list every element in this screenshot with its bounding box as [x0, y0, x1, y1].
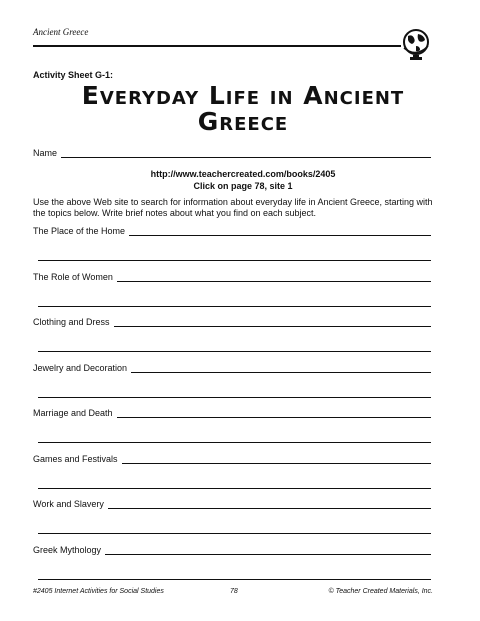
- topic-answer-line-2[interactable]: [38, 306, 431, 307]
- topic-answer-line[interactable]: [114, 317, 431, 327]
- header-rule: [33, 45, 401, 47]
- footer-page-number: 78: [230, 588, 238, 595]
- footer-book-title: #2405 Internet Activities for Social Studies: [33, 588, 164, 595]
- topic-row: [33, 454, 431, 464]
- topic-label: Greek Mythology: [33, 544, 102, 555]
- topic-label: Marriage and Death: [33, 408, 113, 418]
- footer-copyright: © Teacher Created Materials, Inc.: [328, 588, 433, 595]
- topic-label: The Place of the Home: [33, 226, 126, 236]
- name-label: Name: [33, 148, 58, 158]
- topic-answer-line-2[interactable]: [38, 488, 431, 489]
- topic-row: [33, 363, 431, 373]
- topic-answer-line[interactable]: [129, 226, 431, 236]
- click-instruction: Click on page 78, site 1: [193, 181, 293, 191]
- site-url[interactable]: http://www.teachercreated.com/books/2405: [150, 169, 336, 179]
- activity-sheet-label: Activity Sheet G-1:: [33, 70, 114, 80]
- topic-answer-line-2[interactable]: [38, 260, 431, 261]
- topic-row: [33, 499, 431, 509]
- topic-row: [33, 545, 431, 555]
- topic-label: The Role of Women: [33, 271, 113, 282]
- globe-icon: [398, 26, 434, 62]
- page-title: [33, 83, 453, 135]
- topic-row: [33, 317, 431, 327]
- name-field[interactable]: [61, 148, 431, 158]
- page-title-line1: Everyday Life in Ancient: [81, 81, 405, 110]
- topic-row: [33, 272, 431, 282]
- topic-answer-line[interactable]: [108, 499, 431, 509]
- topic-answer-line[interactable]: [117, 272, 431, 282]
- topic-answer-line[interactable]: [131, 363, 431, 373]
- header-title: Ancient Greece: [33, 27, 89, 37]
- instructions-text: Use the above Web site to search for information about everyday life in Ancient Greece, starting with the topics below. Write brief notes about what you find on each subject.: [33, 197, 433, 218]
- topic-label: Jewelry and Decoration: [33, 362, 128, 373]
- topic-answer-line[interactable]: [122, 454, 431, 464]
- topic-row: [33, 408, 431, 418]
- page-title-line2: Greece: [197, 107, 289, 136]
- topic-answer-line-2[interactable]: [38, 533, 431, 534]
- topic-answer-line-2[interactable]: [38, 579, 431, 580]
- name-field-row: [33, 148, 431, 158]
- topic-answer-line-2[interactable]: [38, 397, 431, 398]
- topic-answer-line[interactable]: [117, 408, 431, 418]
- topic-label: Games and Festivals: [33, 453, 118, 464]
- topic-answer-line[interactable]: [105, 545, 431, 555]
- topic-answer-line-2[interactable]: [38, 442, 431, 443]
- topic-label: Clothing and Dress: [33, 317, 110, 327]
- topic-row: [33, 226, 431, 236]
- topic-label: Work and Slavery: [33, 499, 104, 509]
- topic-answer-line-2[interactable]: [38, 351, 431, 352]
